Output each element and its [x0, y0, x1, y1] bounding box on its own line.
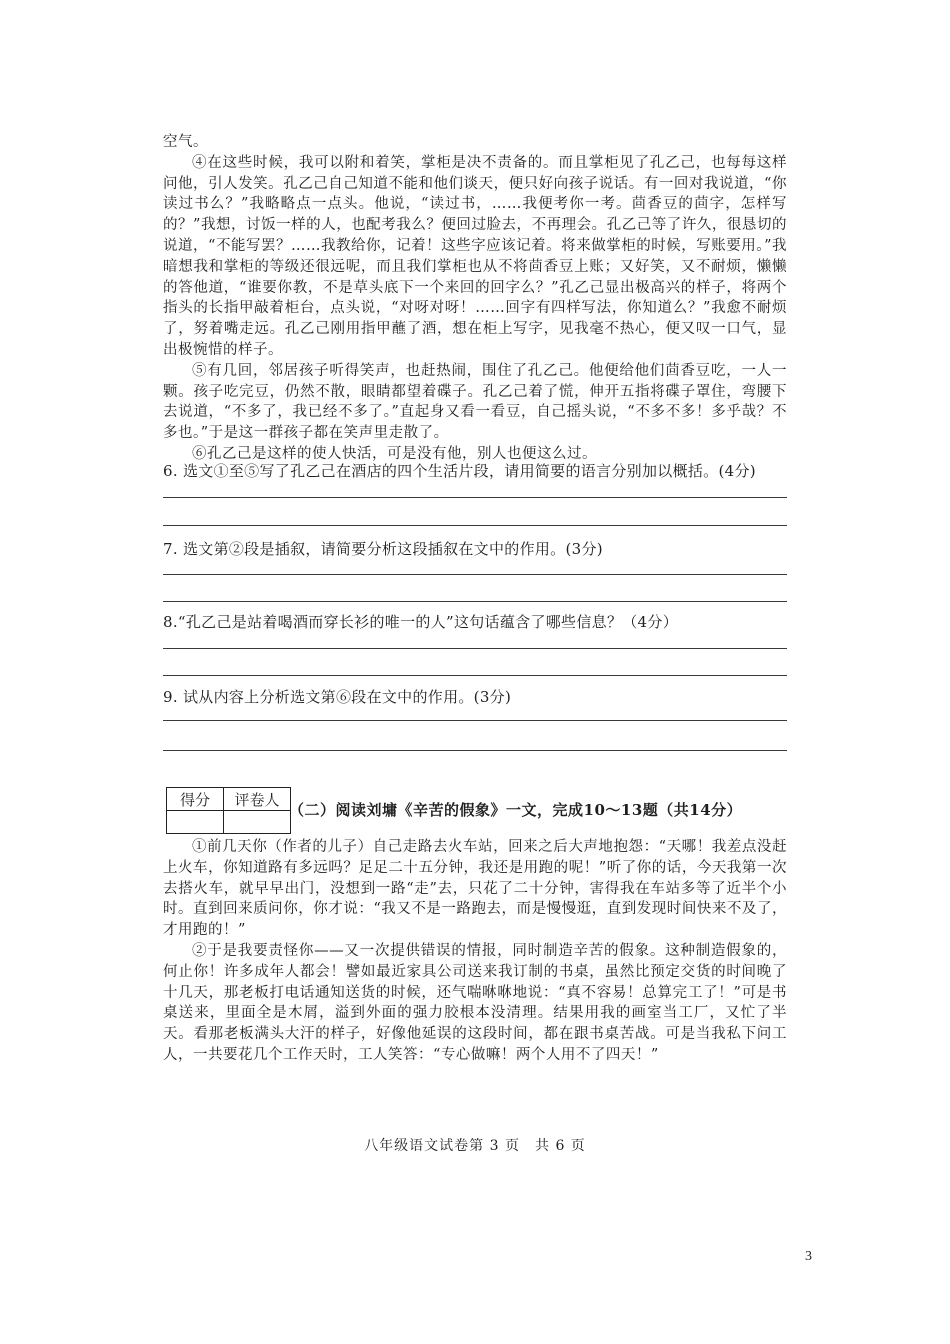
- score-table: [166, 787, 291, 834]
- answer-line-q7-2[interactable]: [163, 601, 787, 602]
- answer-line-q8-1[interactable]: [163, 648, 787, 649]
- section-2-paragraph-2: ②于是我要责怪你——又一次提供错误的情报，同时制造辛苦的假象。这种制造假象的，何止你！许多成年人都会！譬如最近家具公司送来我订制的书桌，虽然比预定交货的时间晚了十几天，那老板打电话通知送货的时候，还气喘咻咻地说：“真不容易！总算完工了！”可是书桌送来，里面全是木屑，溢到外面的强力胶根本没清理。结果用我的画室当工厂，又忙了半天。看那老板满头大汗的样子，好像他延误的这段时间，都在跟书桌苦战。可是当我私下问工人，一共要花几个工作天时，工人笑答：“专心做嘛！两个人用不了四天！”: [163, 942, 787, 1063]
- section-2-title: （二）阅读刘墉《辛苦的假象》一文，完成10～13题（共14分）: [289, 801, 743, 819]
- question-8: 8.“孔乙己是站着喝酒而穿长衫的唯一的人”这句话蕴含了哪些信息？（4分）: [163, 613, 678, 631]
- passage-xinku-de-jiaxiang: [163, 837, 787, 1066]
- answer-line-q6-2[interactable]: [163, 525, 787, 526]
- passage-paragraph-5: ⑤有几回，邻居孩子听得笑声，也赶热闹，围住了孔乙己。他便给他们茴香豆吃，一人一颗。孩子吃完豆，仍然不散，眼睛都望着碟子。孔乙己着了慌，伸开五指将碟子罩住，弯腰下去说道，“不多了，我已经不多了。”直起身又看一看豆，自己摇头说，“不多不多！多乎哉？不多也。”于是这一群孩子都在笑声里走散了。: [163, 362, 787, 442]
- page-number: 3: [805, 1249, 812, 1264]
- section-2-paragraph-1: ①前几天你（作者的儿子）自己走路去火车站，回来之后大声地抱怨：“天哪！我差点没赶上火车，你知道路有多远吗？足足二十五分钟，我还是用跑的呢！”听了你的话，今天我第一次去搭火车，就早早出门，没想到一路“走”去，只花了二十分钟，害得我在车站多等了近半个小时。直到回来质问你，你才说：“我又不是一路跑去，而是慢慢逛，直到发现时间快来不及了，才用跑的！”: [163, 839, 787, 939]
- answer-line-q9-1[interactable]: [163, 720, 787, 721]
- score-cell[interactable]: [167, 811, 224, 834]
- passage-paragraph-4: ④在这些时候，我可以附和着笑，掌柜是决不责备的。而且掌柜见了孔乙己，也每每这样问他，引人发笑。孔乙己自己知道不能和他们谈天，便只好向孩子说话。有一回对我说道，“你读过书么？”我略略点一点头。他说，“读过书，……我便考你一考。茴香豆的茴字，怎样写的？”我想，讨饭一样的人，也配考我么？便回过脸去，不再理会。孔乙己等了许久，很恳切的说道，“不能写罢？……我教给你，记着！这些字应该记着。将来做掌柜的时候，写账要用。”我暗想我和掌柜的等级还很远呢，而且我们掌柜也从不将茴香豆上账；又好笑，又不耐烦，懒懒的答他道，“谁要你教，不是草头底下一个来回的回字么？”孔乙己显出极高兴的样子，将两个指头的长指甲敲着柜台，点头说，“对呀对呀！……回字有四样写法，你知道么？”我愈不耐烦了，努着嘴走远。孔乙己刚用指甲蘸了酒，想在柜上写字，见我毫不热心，便又叹一口气，显出极惋惜的样子。: [163, 154, 787, 358]
- question-9: 9. 试从内容上分析选文第⑥段在文中的作用。(3分): [163, 688, 512, 706]
- grader-header: 评卷人: [224, 788, 291, 811]
- score-header: 得分: [167, 788, 224, 811]
- passage-kong-yiji: [163, 132, 787, 465]
- answer-line-q8-2[interactable]: [163, 675, 787, 676]
- answer-line-q6-1[interactable]: [163, 497, 787, 498]
- question-7: 7. 选文第②段是插叙，请简要分析这段插叙在文中的作用。(3分): [163, 540, 603, 558]
- passage-paragraph-6: ⑥孔乙己是这样的使人快活，可是没有他，别人也便这么过。: [192, 445, 597, 462]
- passage-line-continuation: 空气。: [163, 134, 208, 150]
- answer-line-q9-2[interactable]: [163, 750, 787, 751]
- page-footer: 八年级语文试卷第 3 页 共 6 页: [364, 1138, 586, 1154]
- grader-cell[interactable]: [224, 811, 291, 834]
- question-6: 6. 选文①至⑤写了孔乙己在酒店的四个生活片段，请用简要的语言分别加以概括。(4分): [163, 462, 756, 480]
- answer-line-q7-1[interactable]: [163, 574, 787, 575]
